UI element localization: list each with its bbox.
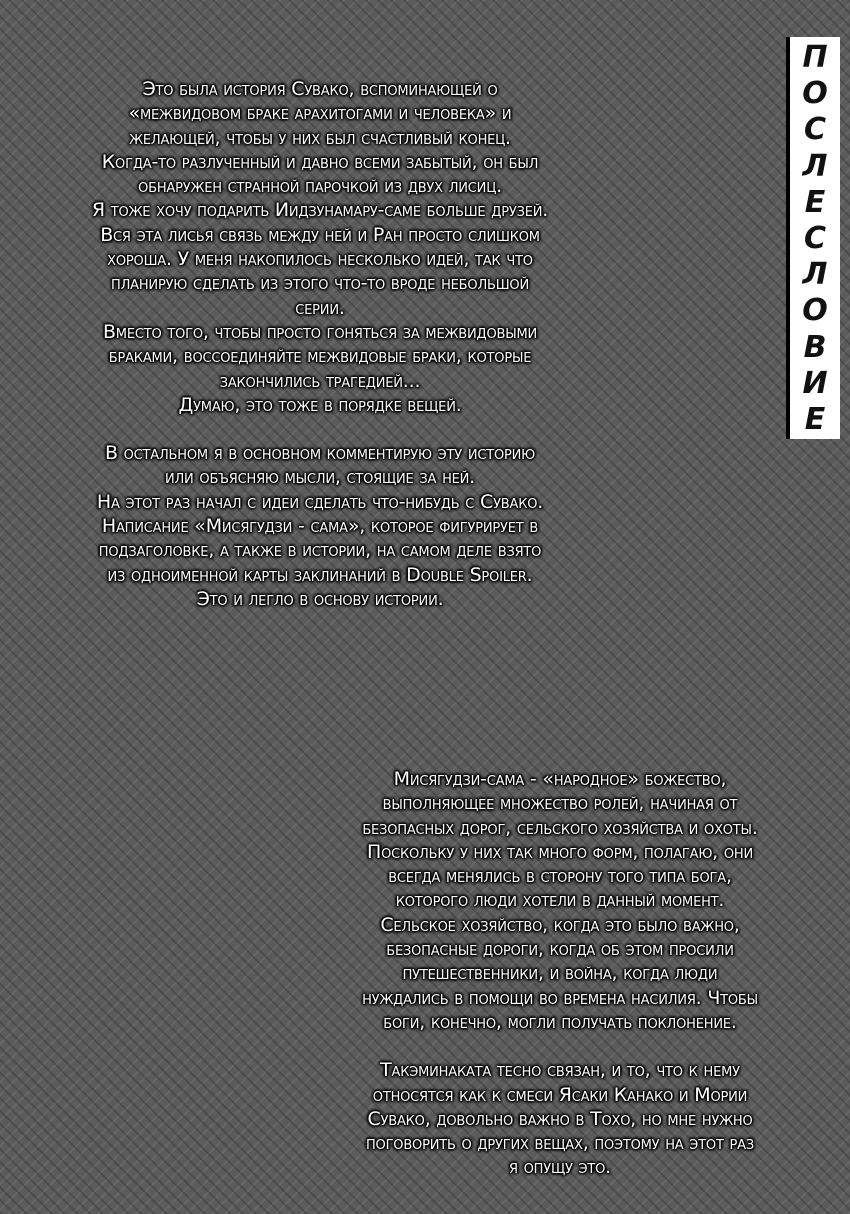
title-char: Е — [804, 184, 826, 220]
paragraph-gap — [40, 417, 600, 441]
text-line: безопасные дороги, когда об этом просили — [386, 938, 734, 961]
text-line: Это была история Сувако, вспоминающей о — [142, 78, 498, 100]
text-line: подзаголовке, а также в истории, на самом деле взято — [98, 539, 542, 562]
text-line: браками, воссоединяйте межвидовые браки, которые — [108, 345, 532, 368]
text-line: Вместо того, чтобы просто гоняться за межвидовыми — [102, 320, 538, 343]
afterword-title — [786, 37, 840, 439]
text-line: В остальном я в основном комментирую эту историю — [104, 442, 536, 465]
text-line: которого люди хотели в данный момент. — [395, 889, 725, 912]
text-line: Я тоже хочу подарить Иидзунамару-саме больше друзей. — [91, 199, 549, 222]
text-line: Поскольку у них так много форм, полагаю, они — [367, 840, 753, 863]
title-char: О — [802, 76, 828, 112]
text-line: безопасных дорог, сельского хозяйства и охоты. — [362, 816, 758, 839]
text-line: относятся как к смеси Ясаки Канако и Мории — [372, 1083, 748, 1106]
text-line: путешественники, и война, когда люди — [402, 962, 718, 985]
paragraph-gap — [290, 1034, 830, 1058]
text-line: нуждались в помощи во времена насилия. Чтобы — [362, 986, 758, 1009]
text-line: На этот раз начал с идеи сделать что-нибудь с Сувако. — [96, 490, 544, 513]
text-line: из одноименной карты заклинаний в Double Spoiler. — [107, 563, 533, 586]
text-line: или объясняю мысли, стоящие за ней. — [164, 466, 476, 489]
text-line: Когда-то разлученный и давно всеми забытый, он был — [101, 150, 539, 173]
text-line: закончились трагедией... — [219, 369, 421, 392]
title-char: Л — [802, 148, 828, 184]
title-char: В — [803, 329, 827, 365]
text-line: поговорить о других вещах, поэтому на этот раз — [365, 1132, 755, 1155]
title-char: И — [802, 365, 828, 401]
afterword-text-bottom — [290, 767, 830, 1180]
title-char: С — [803, 112, 827, 148]
text-line: обнаружен странной парочкой из двух лисиц. — [138, 175, 502, 198]
text-line: выполняющее множество ролей, начиная от — [382, 792, 738, 815]
title-char: Л — [802, 257, 828, 293]
text-line: планирую сделать из этого что-то вроде небольшой — [111, 272, 529, 295]
title-char: С — [803, 220, 827, 256]
text-line: Написание «Мисягудзи - сама», которое фигурирует в — [101, 515, 539, 538]
text-line: всегда менялись в сторону того типа бога, — [388, 865, 732, 888]
text-line: боги, конечно, могли получать поклонение. — [383, 1010, 737, 1033]
text-line: Мисягудзи-сама - «народное» божество, — [393, 768, 727, 790]
text-line: Такэминаката тесно связан, и то, что к нему — [380, 1059, 740, 1082]
text-line: Сувако, довольно важно в Тохо, но мне нужно — [367, 1107, 753, 1130]
text-line: Это и легло в основу истории. — [196, 587, 444, 610]
text-line: Думаю, это тоже в порядке вещей. — [178, 393, 462, 416]
text-line: Вся эта лисья связь между ней и Ран просто слишком — [100, 223, 540, 246]
text-line: Сельское хозяйство, когда это было важно, — [380, 913, 740, 936]
text-line: желающей, чтобы у них был счастливый конец. — [129, 126, 511, 149]
afterword-text-top — [40, 77, 600, 611]
text-line: «межвидовом браке арахитогами и человека» и — [128, 102, 512, 125]
text-line: я опущу это. — [508, 1156, 612, 1179]
text-line: серии. — [295, 296, 345, 319]
title-char: П — [802, 40, 828, 75]
text-line: хороша. У меня накопилось несколько идей, так что — [107, 248, 533, 271]
title-char: Е — [804, 401, 826, 437]
title-char: О — [802, 293, 828, 329]
